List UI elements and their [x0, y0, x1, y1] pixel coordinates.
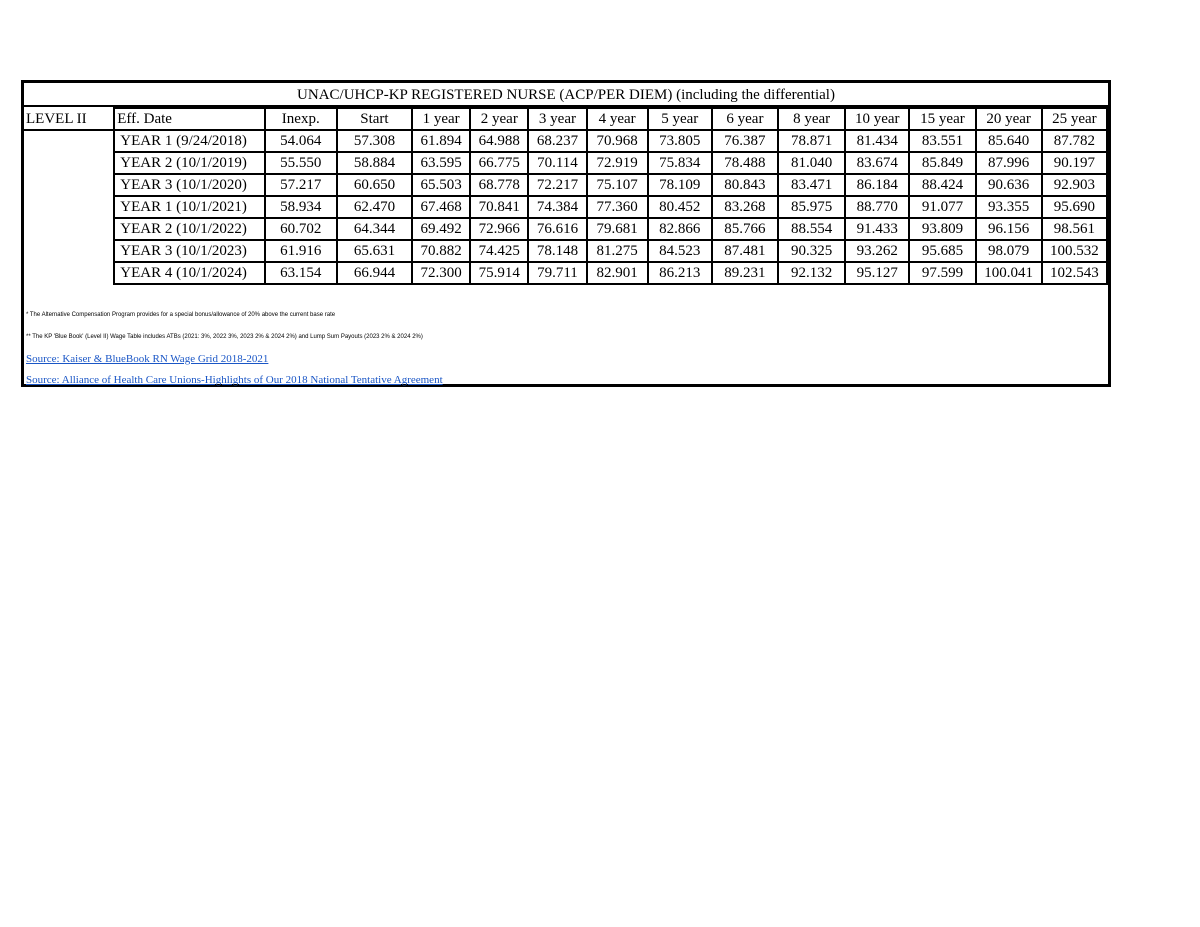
wage-cell: 97.599: [909, 262, 975, 284]
wage-cell: 64.988: [470, 130, 528, 152]
wage-cell: 83.674: [845, 152, 909, 174]
wage-cell: 54.064: [265, 130, 337, 152]
column-header: 20 year: [976, 108, 1042, 130]
wage-cell: 76.387: [712, 130, 778, 152]
empty-cell: [24, 174, 114, 196]
wage-cell: 87.996: [976, 152, 1042, 174]
column-header: Start: [337, 108, 412, 130]
empty-cell: [24, 240, 114, 262]
wage-cell: 88.424: [909, 174, 975, 196]
wage-cell: 96.156: [976, 218, 1042, 240]
wage-cell: 85.849: [909, 152, 975, 174]
table-body: [24, 108, 1107, 284]
wage-cell: 95.127: [845, 262, 909, 284]
wage-cell: 60.702: [265, 218, 337, 240]
wage-cell: 63.154: [265, 262, 337, 284]
sheet-title: UNAC/UHCP-KP REGISTERED NURSE (ACP/PER DIEM) (including the differential): [297, 87, 835, 103]
table-row: [24, 174, 1107, 196]
column-header: Inexp.: [265, 108, 337, 130]
wage-cell: 70.882: [412, 240, 470, 262]
wage-cell: 88.770: [845, 196, 909, 218]
wage-cell: 87.782: [1042, 130, 1107, 152]
wage-cell: 76.616: [528, 218, 586, 240]
wage-cell: 78.109: [648, 174, 712, 196]
table-row: [24, 152, 1107, 174]
wage-cell: 90.325: [778, 240, 845, 262]
wage-cell: 93.809: [909, 218, 975, 240]
wage-cell: 77.360: [587, 196, 648, 218]
empty-cell: [24, 262, 114, 284]
wage-cell: 82.866: [648, 218, 712, 240]
wage-cell: 87.481: [712, 240, 778, 262]
wage-cell: 91.433: [845, 218, 909, 240]
column-header: 6 year: [712, 108, 778, 130]
wage-cell: 78.148: [528, 240, 586, 262]
wage-cell: 81.040: [778, 152, 845, 174]
row-date-label: YEAR 1 (10/1/2021): [114, 196, 264, 218]
wage-cell: 58.934: [265, 196, 337, 218]
wage-cell: 72.300: [412, 262, 470, 284]
column-header: 4 year: [587, 108, 648, 130]
wage-cell: 100.532: [1042, 240, 1107, 262]
wage-cell: 70.841: [470, 196, 528, 218]
row-date-label: YEAR 2 (10/1/2022): [114, 218, 264, 240]
source-link-kaiser-bluebook[interactable]: Source: Kaiser & BlueBook RN Wage Grid 2018-2021: [26, 353, 269, 365]
wage-cell: 65.503: [412, 174, 470, 196]
wage-cell: 70.114: [528, 152, 586, 174]
wage-cell: 79.681: [587, 218, 648, 240]
wage-cell: 72.217: [528, 174, 586, 196]
column-header: 2 year: [470, 108, 528, 130]
table-row: [24, 130, 1107, 152]
wage-cell: 88.554: [778, 218, 845, 240]
wage-cell: 86.184: [845, 174, 909, 196]
wage-cell: 75.107: [587, 174, 648, 196]
wage-cell: 80.843: [712, 174, 778, 196]
wage-cell: 81.275: [587, 240, 648, 262]
row-date-label: YEAR 1 (9/24/2018): [114, 130, 264, 152]
wage-cell: 80.452: [648, 196, 712, 218]
wage-cell: 85.766: [712, 218, 778, 240]
table-row: [24, 218, 1107, 240]
table-row: [24, 262, 1107, 284]
table-row: [24, 240, 1107, 262]
wage-cell: 55.550: [265, 152, 337, 174]
wage-cell: 83.551: [909, 130, 975, 152]
footnote-alternative-compensation: * The Alternative Compensation Program provides for a special bonus/allowance of 20% above the current base rate: [26, 312, 336, 318]
wage-cell: 57.308: [337, 130, 412, 152]
header-row: [24, 108, 1107, 130]
wage-cell: 81.434: [845, 130, 909, 152]
wage-cell: 85.640: [976, 130, 1042, 152]
table-row: [24, 196, 1107, 218]
empty-cell: [24, 196, 114, 218]
wage-cell: 83.471: [778, 174, 845, 196]
wage-cell: 95.685: [909, 240, 975, 262]
wage-cell: 82.901: [587, 262, 648, 284]
column-header: 25 year: [1042, 108, 1107, 130]
wage-sheet: [21, 80, 1111, 387]
wage-cell: 75.834: [648, 152, 712, 174]
wage-cell: 90.197: [1042, 152, 1107, 174]
row-date-label: YEAR 3 (10/1/2020): [114, 174, 264, 196]
wage-cell: 74.384: [528, 196, 586, 218]
wage-cell: 69.492: [412, 218, 470, 240]
wage-cell: 90.636: [976, 174, 1042, 196]
wage-cell: 91.077: [909, 196, 975, 218]
wage-cell: 79.711: [528, 262, 586, 284]
wage-cell: 66.944: [337, 262, 412, 284]
empty-cell: [24, 130, 114, 152]
wage-cell: 64.344: [337, 218, 412, 240]
column-header: 8 year: [778, 108, 845, 130]
wage-cell: 72.966: [470, 218, 528, 240]
wage-cell: 68.237: [528, 130, 586, 152]
wage-cell: 89.231: [712, 262, 778, 284]
wage-cell: 67.468: [412, 196, 470, 218]
wage-table: [24, 107, 1108, 285]
wage-cell: 98.561: [1042, 218, 1107, 240]
wage-cell: 60.650: [337, 174, 412, 196]
column-header: 10 year: [845, 108, 909, 130]
wage-cell: 75.914: [470, 262, 528, 284]
wage-cell: 100.041: [976, 262, 1042, 284]
wage-cell: 92.132: [778, 262, 845, 284]
row-date-label: YEAR 2 (10/1/2019): [114, 152, 264, 174]
row-date-label: YEAR 4 (10/1/2024): [114, 262, 264, 284]
wage-cell: 62.470: [337, 196, 412, 218]
column-header: 5 year: [648, 108, 712, 130]
wage-cell: 93.355: [976, 196, 1042, 218]
column-header: 1 year: [412, 108, 470, 130]
wage-cell: 68.778: [470, 174, 528, 196]
level-label: LEVEL II: [24, 108, 114, 130]
eff-date-header: Eff. Date: [114, 108, 264, 130]
wage-cell: 95.690: [1042, 196, 1107, 218]
wage-cell: 98.079: [976, 240, 1042, 262]
wage-cell: 65.631: [337, 240, 412, 262]
wage-cell: 93.262: [845, 240, 909, 262]
wage-cell: 61.894: [412, 130, 470, 152]
empty-cell: [24, 218, 114, 240]
wage-cell: 74.425: [470, 240, 528, 262]
footnote-blue-book: ** The KP 'Blue Book' (Level II) Wage Table includes ATBs (2021: 3%, 2022 3%, 2023 2% & 2024 2%) and Lump Sum Payouts (2023 2% & 2024 2%): [26, 334, 423, 340]
wage-cell: 92.903: [1042, 174, 1107, 196]
wage-cell: 70.968: [587, 130, 648, 152]
column-header: 15 year: [909, 108, 975, 130]
wage-cell: 86.213: [648, 262, 712, 284]
wage-cell: 85.975: [778, 196, 845, 218]
wage-cell: 84.523: [648, 240, 712, 262]
wage-cell: 57.217: [265, 174, 337, 196]
wage-cell: 66.775: [470, 152, 528, 174]
empty-cell: [24, 152, 114, 174]
wage-cell: 61.916: [265, 240, 337, 262]
wage-cell: 83.268: [712, 196, 778, 218]
wage-cell: 78.871: [778, 130, 845, 152]
wage-cell: 102.543: [1042, 262, 1107, 284]
wage-cell: 78.488: [712, 152, 778, 174]
wage-cell: 58.884: [337, 152, 412, 174]
wage-cell: 72.919: [587, 152, 648, 174]
wage-cell: 73.805: [648, 130, 712, 152]
source-link-alliance-highlights[interactable]: Source: Alliance of Health Care Unions-Highlights of Our 2018 National Tentative Agreement: [26, 374, 443, 386]
column-header: 3 year: [528, 108, 586, 130]
row-date-label: YEAR 3 (10/1/2023): [114, 240, 264, 262]
wage-cell: 63.595: [412, 152, 470, 174]
